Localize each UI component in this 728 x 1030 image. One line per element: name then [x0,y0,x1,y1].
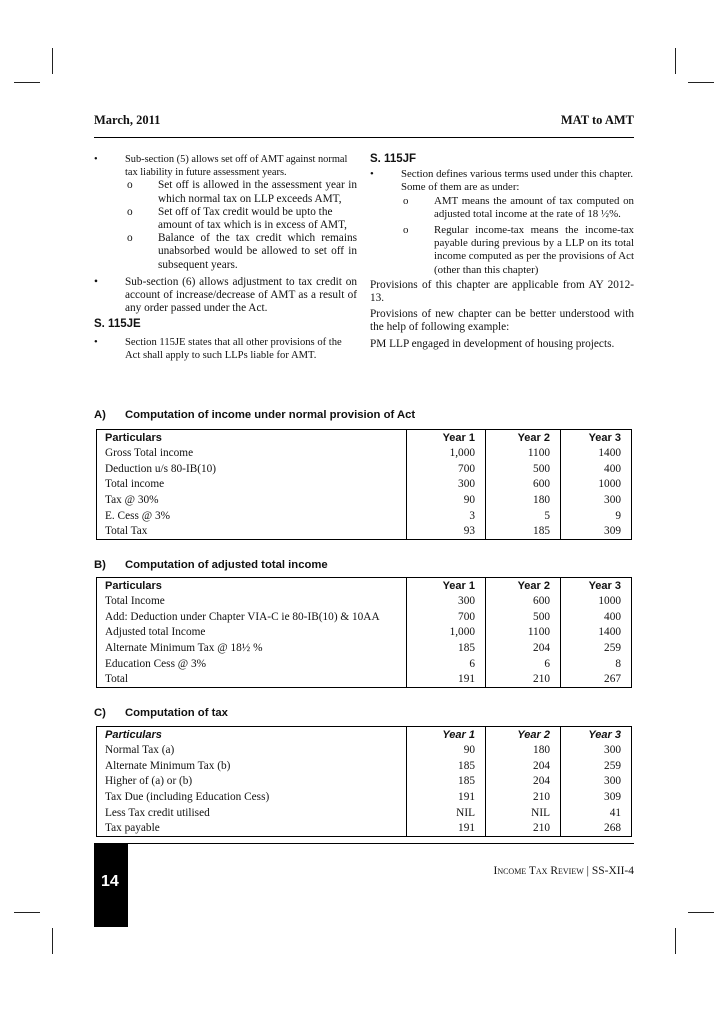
paragraph: PM LLP engaged in development of housing projects. [370,337,615,350]
value-cell: 700 [407,461,486,477]
header-section-title: MAT to AMT [560,113,634,127]
crop-mark [675,48,676,74]
table-header-row [97,727,632,743]
bullet-item: • Sub-section (6) allows adjustment to tax credit on account of increase/decrease of AMT as a result of any order passed under the Act. [94,275,357,315]
row-label-cell: Alternate Minimum Tax (b) [105,759,231,772]
sub-item: o Balance of the tax credit which remains unabsorbed would be allowed to set off in subsequent years. [127,232,357,271]
row-label-cell: Tax payable [105,822,160,835]
value-cell: Year 2 [486,727,561,743]
value-cell: 204 [486,640,561,656]
value-cell: 1400 [561,625,632,641]
crop-mark [52,928,53,954]
value-cell: 210 [486,672,561,688]
table-row [97,805,632,821]
sub-item: o Set off of Tax credit would be upto the amount of tax which is in excess of AMT, [127,205,347,232]
bullet-item: • Sub-section (5) allows set off of AMT against normal tax liability in future assessment years. [94,154,348,179]
section-heading: S. 115JF [370,153,417,165]
value-cell: Year 1 [407,578,486,594]
value-cell: Year 2 [486,578,561,594]
header-rule [94,137,634,138]
crop-mark [688,82,714,83]
value-cell: 3 [407,508,486,524]
value-cell: 191 [407,672,486,688]
value-cell: 400 [561,461,632,477]
value-cell: 185 [486,524,561,540]
footer-journal: Income Tax Review | SS-XII-4 [493,865,634,877]
table-title: B) Computation of adjusted total income [94,559,328,571]
table-header-row [97,430,632,446]
value-cell: Year 1 [407,727,486,743]
table-row [97,594,632,610]
value-cell: 191 [407,789,486,805]
table-title: A) Computation of income under normal provision of Act [94,409,416,421]
bullet-item: • Section defines various terms used under this chapter. Some of them are as under: [370,168,634,194]
value-cell: NIL [486,805,561,821]
bullet-text: Sub-section (5) allows set off of AMT against normal tax liability in future assessment years. [125,154,348,179]
value-cell: 6 [407,656,486,672]
value-cell: 210 [486,821,561,837]
bullet-text: Sub-section (6) allows adjustment to tax credit on account of increase/decrease of AMT as a result of any order passed under the Act. [125,275,357,315]
value-cell: 204 [486,758,561,774]
table-row [97,461,632,477]
value-cell: Year 3 [561,430,632,446]
table-row [97,477,632,493]
footer-rule [128,843,634,844]
sub-item-text: AMT means the amount of tax computed on adjusted total income at the rate of 18 ½%. [434,194,634,220]
value-cell: 600 [486,594,561,610]
crop-mark [14,912,40,913]
value-cell: 180 [486,492,561,508]
value-cell: 268 [561,821,632,837]
table-row [97,821,632,837]
row-label-cell: Higher of (a) or (b) [105,775,193,788]
row-label-cell: Deduction u/s 80-IB(10) [105,462,217,475]
table-row [97,446,632,462]
sub-item: o Set off is allowed in the assessment year in which normal tax on LLP exceeds AMT, [127,179,357,205]
value-cell: 93 [407,524,486,540]
table-row [97,774,632,790]
value-cell: NIL [407,805,486,821]
value-cell: 259 [561,758,632,774]
table-row [97,524,632,540]
table-row [97,672,632,688]
value-cell: 500 [486,461,561,477]
row-label-cell: Particulars [105,431,162,444]
sub-item: o Regular income-tax means the income-tax payable during previous by a LLP on its total income computed as per the provisions of Act (other than this chapter) [403,224,634,276]
sub-item: o AMT means the amount of tax computed on adjusted total income at the rate of 18 ½%. [403,194,634,220]
value-cell: 185 [407,640,486,656]
table-row [97,789,632,805]
row-label-cell: Tax @ 30% [105,494,159,507]
value-cell: 1100 [486,625,561,641]
tax-computation-table [96,726,632,837]
value-cell: 90 [407,492,486,508]
income-computation-table [96,429,632,540]
row-label-cell: Less Tax credit utilised [105,806,210,819]
value-cell: 9 [561,508,632,524]
page-header [94,113,634,129]
sub-item-text: Balance of the tax credit which remains unabsorbed would be allowed to set off in subsequent years. [158,232,357,271]
table-row [97,758,632,774]
value-cell: Year 1 [407,430,486,446]
sub-item-text: Set off of Tax credit would be upto the amount of tax which is in excess of AMT, [158,205,347,232]
right-column [370,153,634,351]
row-label-cell: Adjusted total Income [105,626,206,639]
row-label-cell: Total income [105,478,165,491]
table-row [97,508,632,524]
paragraph: Provisions of this chapter are applicable from AY 2012-13. [370,278,634,305]
sub-item-text: Regular income-tax means the income-tax payable during previous by a LLP on its total income computed as per the provisions of Act (other than this chapter) [434,224,634,276]
value-cell: 300 [561,492,632,508]
value-cell: 1,000 [407,446,486,462]
row-label-cell: Particulars [105,728,162,741]
left-column [94,153,357,362]
value-cell: 1000 [561,477,632,493]
value-cell: 300 [561,774,632,790]
table-title: C) Computation of tax [94,707,228,719]
table-row [97,609,632,625]
value-cell: 300 [407,594,486,610]
value-cell: 6 [486,656,561,672]
bullet-text: Section 115JE states that all other provisions of the Act shall apply to such LLPs liable for AMT. [125,336,342,361]
bullet-text: Section defines various terms used under this chapter. Some of them are as under: [401,168,634,194]
value-cell: Year 3 [561,578,632,594]
crop-mark [688,912,714,913]
row-label-cell: Add: Deduction under Chapter VIA-C ie 80-IB(10) & 10AA [105,610,380,623]
table-row [97,625,632,641]
value-cell: 259 [561,640,632,656]
row-label-cell: Alternate Minimum Tax @ 18½ % [105,642,263,655]
value-cell: 309 [561,789,632,805]
value-cell: Year 3 [561,727,632,743]
row-label-cell: Total Tax [105,525,148,538]
section-heading: S. 115JE [94,318,141,331]
sub-item-text: Set off is allowed in the assessment year in which normal tax on LLP exceeds AMT, [158,179,357,205]
value-cell: 1000 [561,594,632,610]
value-cell: 500 [486,609,561,625]
adjusted-income-table [96,577,632,688]
value-cell: 204 [486,774,561,790]
table-row [97,492,632,508]
value-cell: 180 [486,743,561,759]
value-cell: 1,000 [407,625,486,641]
table-header-row [97,578,632,594]
crop-mark [675,928,676,954]
page-number: 14 [101,873,119,890]
value-cell: 267 [561,672,632,688]
value-cell: Year 2 [486,430,561,446]
table-row [97,743,632,759]
paragraph: Provisions of new chapter can be better understood with the help of following example: [370,308,634,334]
value-cell: 1400 [561,446,632,462]
row-label-cell: Total [105,673,129,686]
header-date: March, 2011 [94,113,161,127]
value-cell: 1100 [486,446,561,462]
value-cell: 41 [561,805,632,821]
value-cell: 600 [486,477,561,493]
row-label-cell: Particulars [105,579,162,592]
row-label-cell: Tax Due (including Education Cess) [105,791,270,804]
value-cell: 300 [407,477,486,493]
row-label-cell: Total Income [105,595,165,608]
page-number-box [94,843,128,927]
value-cell: 210 [486,789,561,805]
value-cell: 309 [561,524,632,540]
bullet-item: • Section 115JE states that all other provisions of the Act shall apply to such LLPs liable for AMT. [94,336,342,361]
value-cell: 700 [407,609,486,625]
value-cell: 400 [561,609,632,625]
value-cell: 5 [486,508,561,524]
row-label-cell: Normal Tax (a) [105,744,175,757]
row-label-cell: Education Cess @ 3% [105,657,207,670]
value-cell: 191 [407,821,486,837]
value-cell: 90 [407,743,486,759]
value-cell: 8 [561,656,632,672]
value-cell: 300 [561,743,632,759]
value-cell: 185 [407,758,486,774]
value-cell: 185 [407,774,486,790]
table-row [97,656,632,672]
crop-mark [52,48,53,74]
crop-mark [14,82,40,83]
row-label-cell: Gross Total income [105,447,194,460]
row-label-cell: E. Cess @ 3% [105,509,171,522]
table-row [97,640,632,656]
